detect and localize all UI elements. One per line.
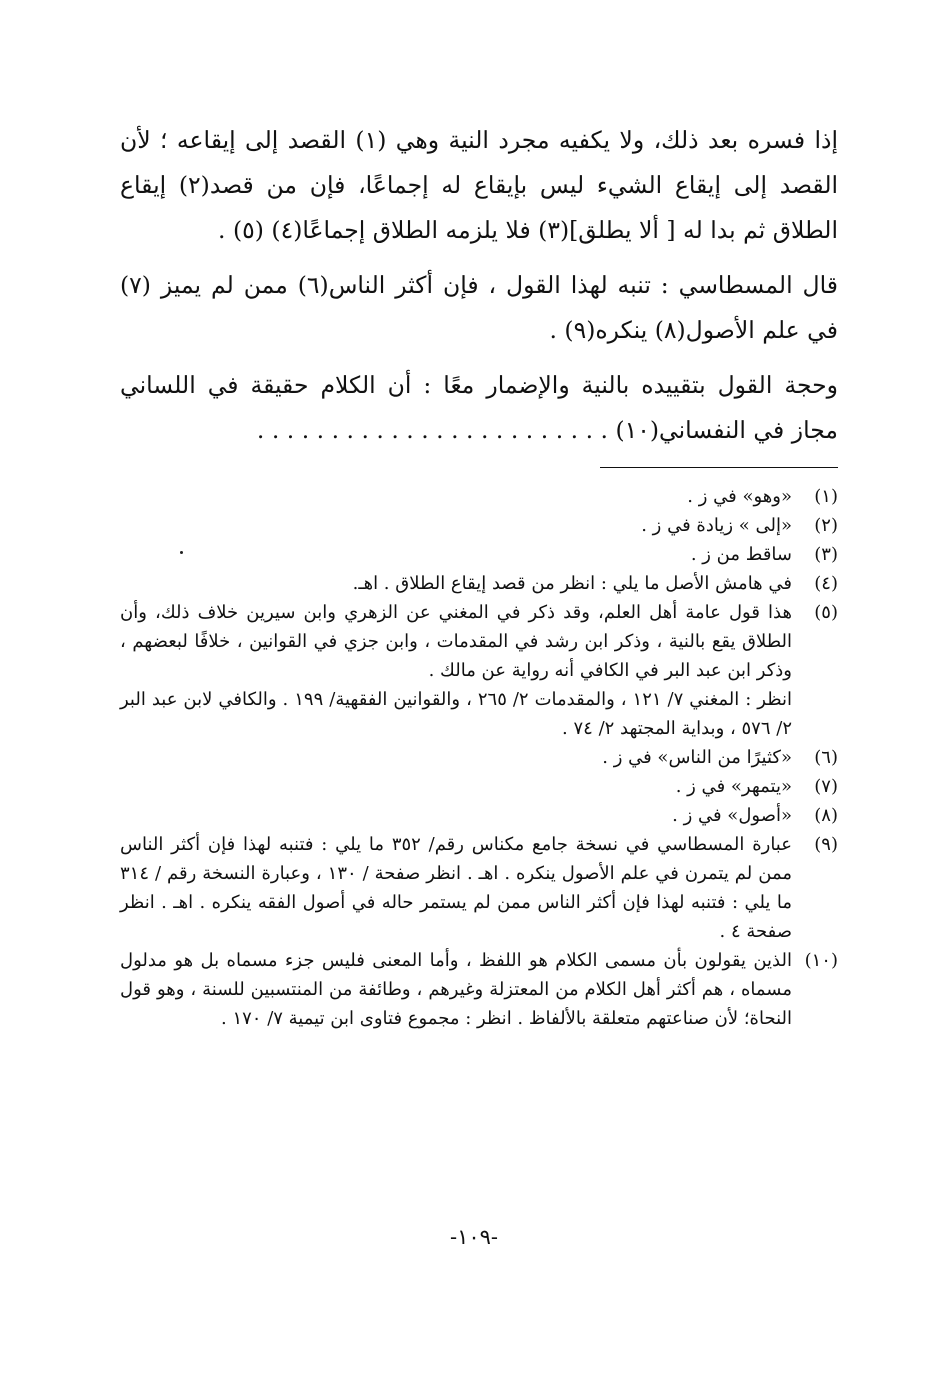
footnote-text	[120, 598, 792, 743]
page-number: -١٠٩-	[449, 1225, 499, 1249]
footnote-number: (٨)	[814, 805, 838, 826]
footnote-text: «يتمهر» في ز .	[675, 776, 792, 797]
footnote-10	[120, 946, 838, 1033]
footnotes	[120, 482, 838, 1033]
footnote-text: ساقط من ز .	[690, 544, 792, 565]
footnote-separator	[600, 467, 838, 468]
footnote-1	[120, 482, 838, 511]
footnote-4	[120, 569, 838, 598]
page-body	[120, 118, 838, 1033]
footnote-text: «كثيرًا من الناس» في ز .	[602, 747, 792, 768]
footnote-6	[120, 743, 838, 772]
footnote-number: (٥)	[814, 602, 838, 623]
footnote-2	[120, 511, 838, 540]
footnote-number: (١)	[814, 486, 838, 507]
paragraph-1: إذا فسره بعد ذلك، ولا يكفيه مجرد النية وهي (١) القصد إلى إيقاعه ؛ لأن القصد إلى إيقاع الشيء ليس بإيقاع له إجماعًا، فإن من قصد(٢) إيقاع الطلاق ثم بدا له [ ألا يطلق](٣) فلا يلزمه الطلاق إجماعًا(٤) (٥) .	[120, 126, 839, 244]
paragraph-3: وحجة القول بتقييده بالنية والإضمار معًا : أن الكلام حقيقة في اللساني مجاز في النفساني(١٠) . . . . . . . . . . . . . . . . . . . . . . . .	[120, 371, 838, 444]
footnote-5-references: انظر : المغني ٧/ ١٢١ ، والمقدمات ٢/ ٢٦٥ ، والقوانين الفقهية/ ١٩٩ . والكافي لابن عبد البر ٢/ ٥٧٦ ، وبداية المجتهد ٢/ ٧٤ .	[120, 689, 792, 739]
footnote-text: «إلى » زيادة في ز .	[641, 515, 792, 536]
main-text	[120, 118, 838, 453]
footnote-number: (٢)	[814, 515, 838, 536]
footnote-8	[120, 801, 838, 830]
footnote-number: (٦)	[814, 747, 838, 768]
footnote-text: الذين يقولون بأن مسمى الكلام هو اللفظ ، وأما المعنى فليس جزء مسماه بل هو مدلول مسماه ، هم أكثر أهل الكلام من المعتزلة وغيرهم ، وطائفة من المنتسبين للسنة ، وهو قول النحاة؛ لأن صناعتهم متعلقة بالألفاظ . انظر : مجموع فتاوى ابن تيمية ٧/ ١٧٠ .	[120, 950, 792, 1029]
footnote-text: عبارة المسطاسي في نسخة جامع مكناس رقم/ ٣٥٢ ما يلي : فتنبه لهذا فإن أكثر الناس ممن لم يتمرن في علم الأصول ينكره . اهـ . انظر صفحة / ١٣٠ ، وعبارة النسخة رقم / ٣١٤ ما يلي : فتنبه لهذا فإن أكثر الناس ممن لم يستمر حاله في أصول الفقه ينكره . اهـ . انظر صفحة ٤ .	[120, 834, 792, 942]
footnote-text: في هامش الأصل ما يلي : انظر من قصد إيقاع الطلاق . اهـ.	[352, 573, 792, 594]
scan-speck	[180, 551, 183, 554]
footnote-number: (١٠)	[804, 950, 838, 971]
footnote-separator-wrap	[120, 453, 838, 482]
paragraph-2: قال المسطاسي : تنبه لهذا القول ، فإن أكثر الناس(٦) ممن لم يميز (٧) في علم الأصول(٨) ينكره(٩) .	[120, 271, 838, 344]
footnote-text: «أصول» في ز .	[672, 805, 792, 826]
footnote-3	[120, 540, 838, 569]
footnote-9	[120, 830, 838, 946]
footnote-number: (٧)	[814, 776, 838, 797]
footnote-number: (٩)	[814, 834, 838, 855]
footnote-5-body: هذا قول عامة أهل العلم، وقد ذكر في المغني عن الزهري وابن سيرين خلاف ذلك، وأن الطلاق يقع بالنية ، وذكر ابن رشد في المقدمات ، وابن جزي في القوانين ، خلافًا لبعضهم ، وذكر ابن عبد البر في الكافي أنه رواية عن مالك .	[120, 602, 792, 681]
footnote-7	[120, 772, 838, 801]
footnote-5	[120, 598, 838, 743]
footnote-number: (٤)	[814, 573, 838, 594]
footnote-number: (٣)	[814, 544, 838, 565]
footnote-text: «وهو» في ز .	[687, 486, 792, 507]
